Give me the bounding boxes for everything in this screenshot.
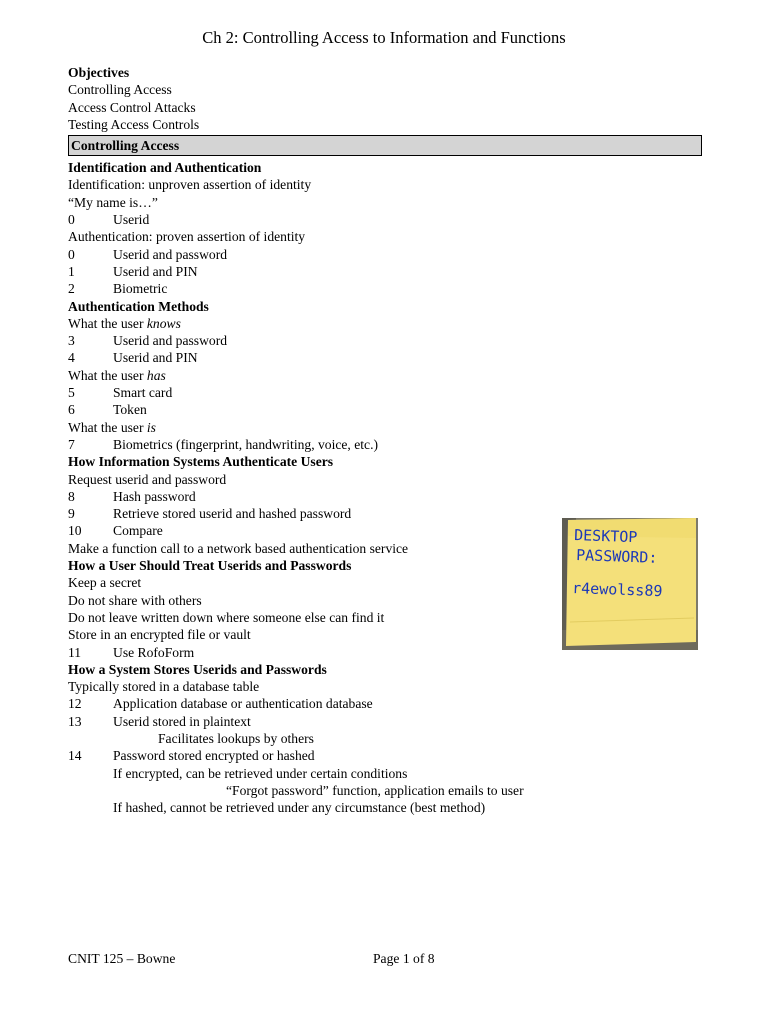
sub-item: Facilitates lookups by others: [158, 730, 314, 746]
item-number: 11: [68, 644, 82, 660]
body-text: [68, 315, 708, 332]
sticky-note-line1: DESKTOP: [573, 526, 638, 547]
body-text: Keep a secret: [68, 575, 142, 591]
sub-item: If hashed, cannot be retrieved under any circumstance (best method): [113, 800, 486, 816]
item-number: 0: [68, 212, 75, 228]
subsection-heading: How a System Stores Userids and Passwords: [68, 661, 327, 677]
item-text: Hash password: [113, 488, 196, 504]
numbered-item: [68, 263, 708, 280]
body-text: Do not share with others: [68, 592, 202, 608]
item-text: Token: [113, 402, 147, 418]
numbered-item: [68, 384, 708, 401]
item-number: 9: [68, 506, 75, 522]
section-content: [68, 159, 708, 816]
numbered-item: [68, 713, 708, 730]
numbered-item: [68, 436, 708, 453]
item-number: 1: [68, 263, 75, 279]
body-text: Make a function call to a network based authentication service: [68, 540, 409, 556]
body-text-lead: What the user: [68, 367, 147, 383]
item-number: 3: [68, 333, 75, 349]
item-text: Userid and PIN: [113, 350, 198, 366]
body-text: “My name is…”: [68, 194, 158, 210]
sticky-note-image: [562, 518, 698, 650]
body-text: Do not leave written down where someone else can find it: [68, 609, 385, 625]
subsection-heading: How a User Should Treat Userids and Passwords: [68, 558, 352, 574]
body-text: Store in an encrypted file or vault: [68, 627, 251, 643]
item-text: Smart card: [113, 385, 173, 401]
item-text: Biometric: [113, 281, 168, 297]
item-number: 0: [68, 246, 75, 262]
numbered-item: [68, 280, 708, 297]
body-text: [68, 419, 708, 436]
subsection-heading: How Information Systems Authenticate Users: [68, 454, 334, 470]
body-text: Identification: unproven assertion of identity: [68, 177, 312, 193]
item-text: Userid stored in plaintext: [113, 713, 251, 729]
body-text-lead: What the user: [68, 315, 147, 331]
numbered-item: [68, 488, 708, 505]
objective-item: Controlling Access: [68, 82, 172, 98]
item-number: 7: [68, 436, 75, 452]
item-text: Userid and password: [113, 333, 228, 349]
footer-course: CNIT 125 – Bowne: [68, 951, 176, 966]
item-number: 2: [68, 281, 75, 297]
item-number: 10: [68, 523, 82, 539]
item-number: 4: [68, 350, 75, 366]
item-number: 12: [68, 696, 82, 712]
numbered-item: [68, 349, 708, 366]
section-header: Controlling Access: [68, 135, 702, 156]
item-text: Retrieve stored userid and hashed password: [113, 506, 352, 522]
item-text: Application database or authentication database: [113, 696, 373, 712]
numbered-item: [68, 246, 708, 263]
numbered-item: [68, 747, 708, 764]
item-number: 6: [68, 402, 75, 418]
numbered-item: [68, 401, 708, 418]
body-text-lead: What the user: [68, 419, 147, 435]
item-text: Use RofoForm: [113, 644, 195, 660]
objective-item: Testing Access Controls: [68, 116, 200, 132]
body-text: Authentication: proven assertion of identity: [68, 229, 306, 245]
objectives-heading: Objectives: [68, 65, 130, 80]
subsection-heading: Authentication Methods: [68, 298, 209, 314]
sub-item: If encrypted, can be retrieved under certain conditions: [113, 765, 408, 781]
numbered-item: [68, 332, 708, 349]
item-number: 5: [68, 385, 75, 401]
item-text: Userid and PIN: [113, 263, 198, 279]
sticky-note-photo: [562, 518, 698, 650]
emphasis-text: knows: [146, 315, 181, 331]
subsection-heading: Identification and Authentication: [68, 160, 262, 176]
objective-item: Access Control Attacks: [68, 99, 196, 115]
item-text: Userid: [113, 212, 150, 228]
item-text: Biometrics (fingerprint, handwriting, voice, etc.): [113, 436, 378, 452]
item-number: 13: [68, 713, 82, 729]
body-text: [68, 367, 708, 384]
body-text: Request userid and password: [68, 471, 227, 487]
item-number: 8: [68, 488, 75, 504]
page-title: Ch 2: Controlling Access to Information and Functions: [202, 28, 566, 47]
item-text: Compare: [113, 523, 163, 539]
numbered-item: [68, 695, 708, 712]
item-text: Password stored encrypted or hashed: [113, 748, 315, 764]
numbered-item: [68, 211, 708, 228]
emphasis-text: is: [146, 419, 156, 435]
item-text: Userid and password: [113, 246, 228, 262]
body-text: Typically stored in a database table: [68, 679, 260, 695]
emphasis-text: has: [146, 367, 166, 383]
item-number: 14: [68, 748, 82, 764]
sub-item: “Forgot password” function, application emails to user: [226, 782, 524, 798]
document-body: [68, 64, 708, 816]
footer-page-number: Page 1 of 8: [373, 951, 435, 966]
sticky-note-line2: PASSWORD:: [575, 546, 658, 567]
sticky-note-password: r4ewolss89: [571, 579, 663, 601]
